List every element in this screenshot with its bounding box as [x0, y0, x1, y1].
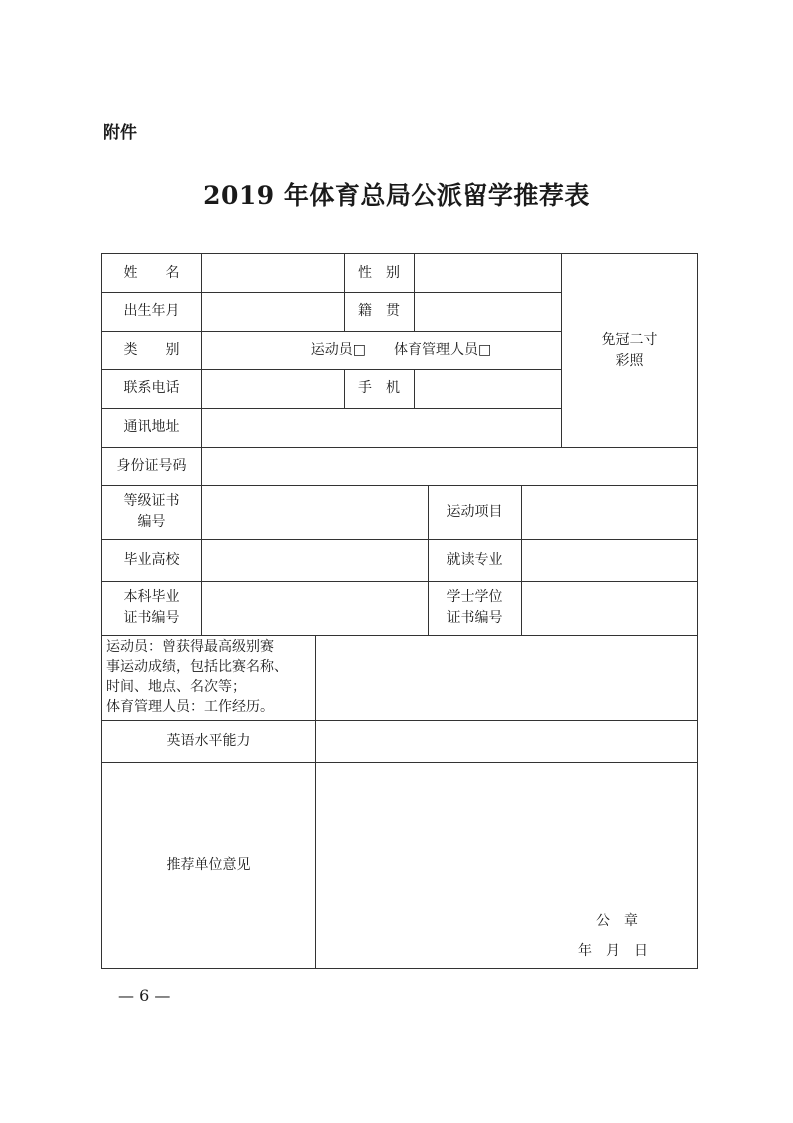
school-field[interactable]: [201, 539, 428, 581]
diploma-number-field[interactable]: [201, 581, 428, 635]
birth-date-field[interactable]: [201, 292, 344, 331]
english-level-label: 英语水平能力: [166, 732, 251, 749]
photo-label-line-1: 免冠二寸: [601, 331, 658, 348]
address-field[interactable]: [201, 408, 561, 447]
name-label: 姓 名: [123, 264, 180, 281]
diploma-label-line-1: 本科毕业: [123, 589, 180, 605]
degree-label-line-2: 证书编号: [446, 610, 503, 626]
degree-label-line-1: 学士学位: [446, 589, 503, 605]
seal-label: 公 章: [596, 913, 638, 929]
id-number-label: 身份证号码: [116, 457, 187, 474]
major-label: 就读专业: [446, 551, 503, 568]
photo-box: [561, 254, 698, 447]
grade-cert-label-line-2: 编号: [137, 514, 166, 530]
school-label: 毕业高校: [123, 551, 180, 568]
phone-label: 联系电话: [123, 380, 180, 396]
achievement-label-line: 运动员：曾获得最高级别赛: [106, 639, 274, 655]
birth-date-label: 出生年月: [123, 303, 180, 319]
date-label: 年 月 日: [578, 943, 648, 959]
grade-cert-label: [102, 485, 201, 539]
mobile-label: 手 机: [358, 380, 400, 396]
english-level-field[interactable]: [315, 720, 698, 762]
achievement-label-line: 事运动成绩，包括比赛名称、: [106, 659, 288, 675]
mobile-field[interactable]: [414, 369, 561, 408]
recommendation-field[interactable]: [315, 762, 698, 969]
recommendation-label: 推荐单位意见: [166, 857, 251, 873]
achievement-label: [102, 635, 315, 720]
recommendation-form-table: [101, 253, 698, 969]
gender-label: 性 别: [358, 264, 400, 281]
phone-field[interactable]: [201, 369, 344, 408]
category-label: 类 别: [123, 341, 180, 358]
diploma-number-label: [102, 581, 201, 635]
native-place-label: 籍 贯: [358, 303, 400, 319]
major-field[interactable]: [521, 539, 698, 581]
id-number-field[interactable]: [201, 447, 698, 485]
degree-number-field[interactable]: [521, 581, 698, 635]
grade-cert-label-line-1: 等级证书: [123, 493, 180, 509]
photo-label-line-2: 彩照: [615, 352, 644, 369]
sport-field[interactable]: [521, 485, 698, 539]
address-label: 通讯地址: [123, 419, 180, 435]
attachment-label: 附件: [103, 123, 137, 143]
form-title: 2019 年体育总局公派留学推荐表: [203, 181, 590, 210]
gender-field[interactable]: [414, 254, 561, 292]
degree-number-label: [428, 581, 521, 635]
native-place-field[interactable]: [414, 292, 561, 331]
achievement-field[interactable]: [315, 635, 698, 720]
diploma-label-line-2: 证书编号: [123, 610, 180, 626]
page-number: — 6 —: [118, 986, 171, 1005]
achievement-label-line: 时间、地点、名次等；: [106, 679, 246, 695]
sport-label: 运动项目: [446, 503, 503, 520]
achievement-label-line: 体育管理人员：工作经历。: [106, 699, 274, 715]
name-field[interactable]: [201, 254, 344, 292]
grade-cert-field[interactable]: [201, 485, 428, 539]
category-options[interactable]: 运动员□ 体育管理人员□: [310, 341, 492, 358]
